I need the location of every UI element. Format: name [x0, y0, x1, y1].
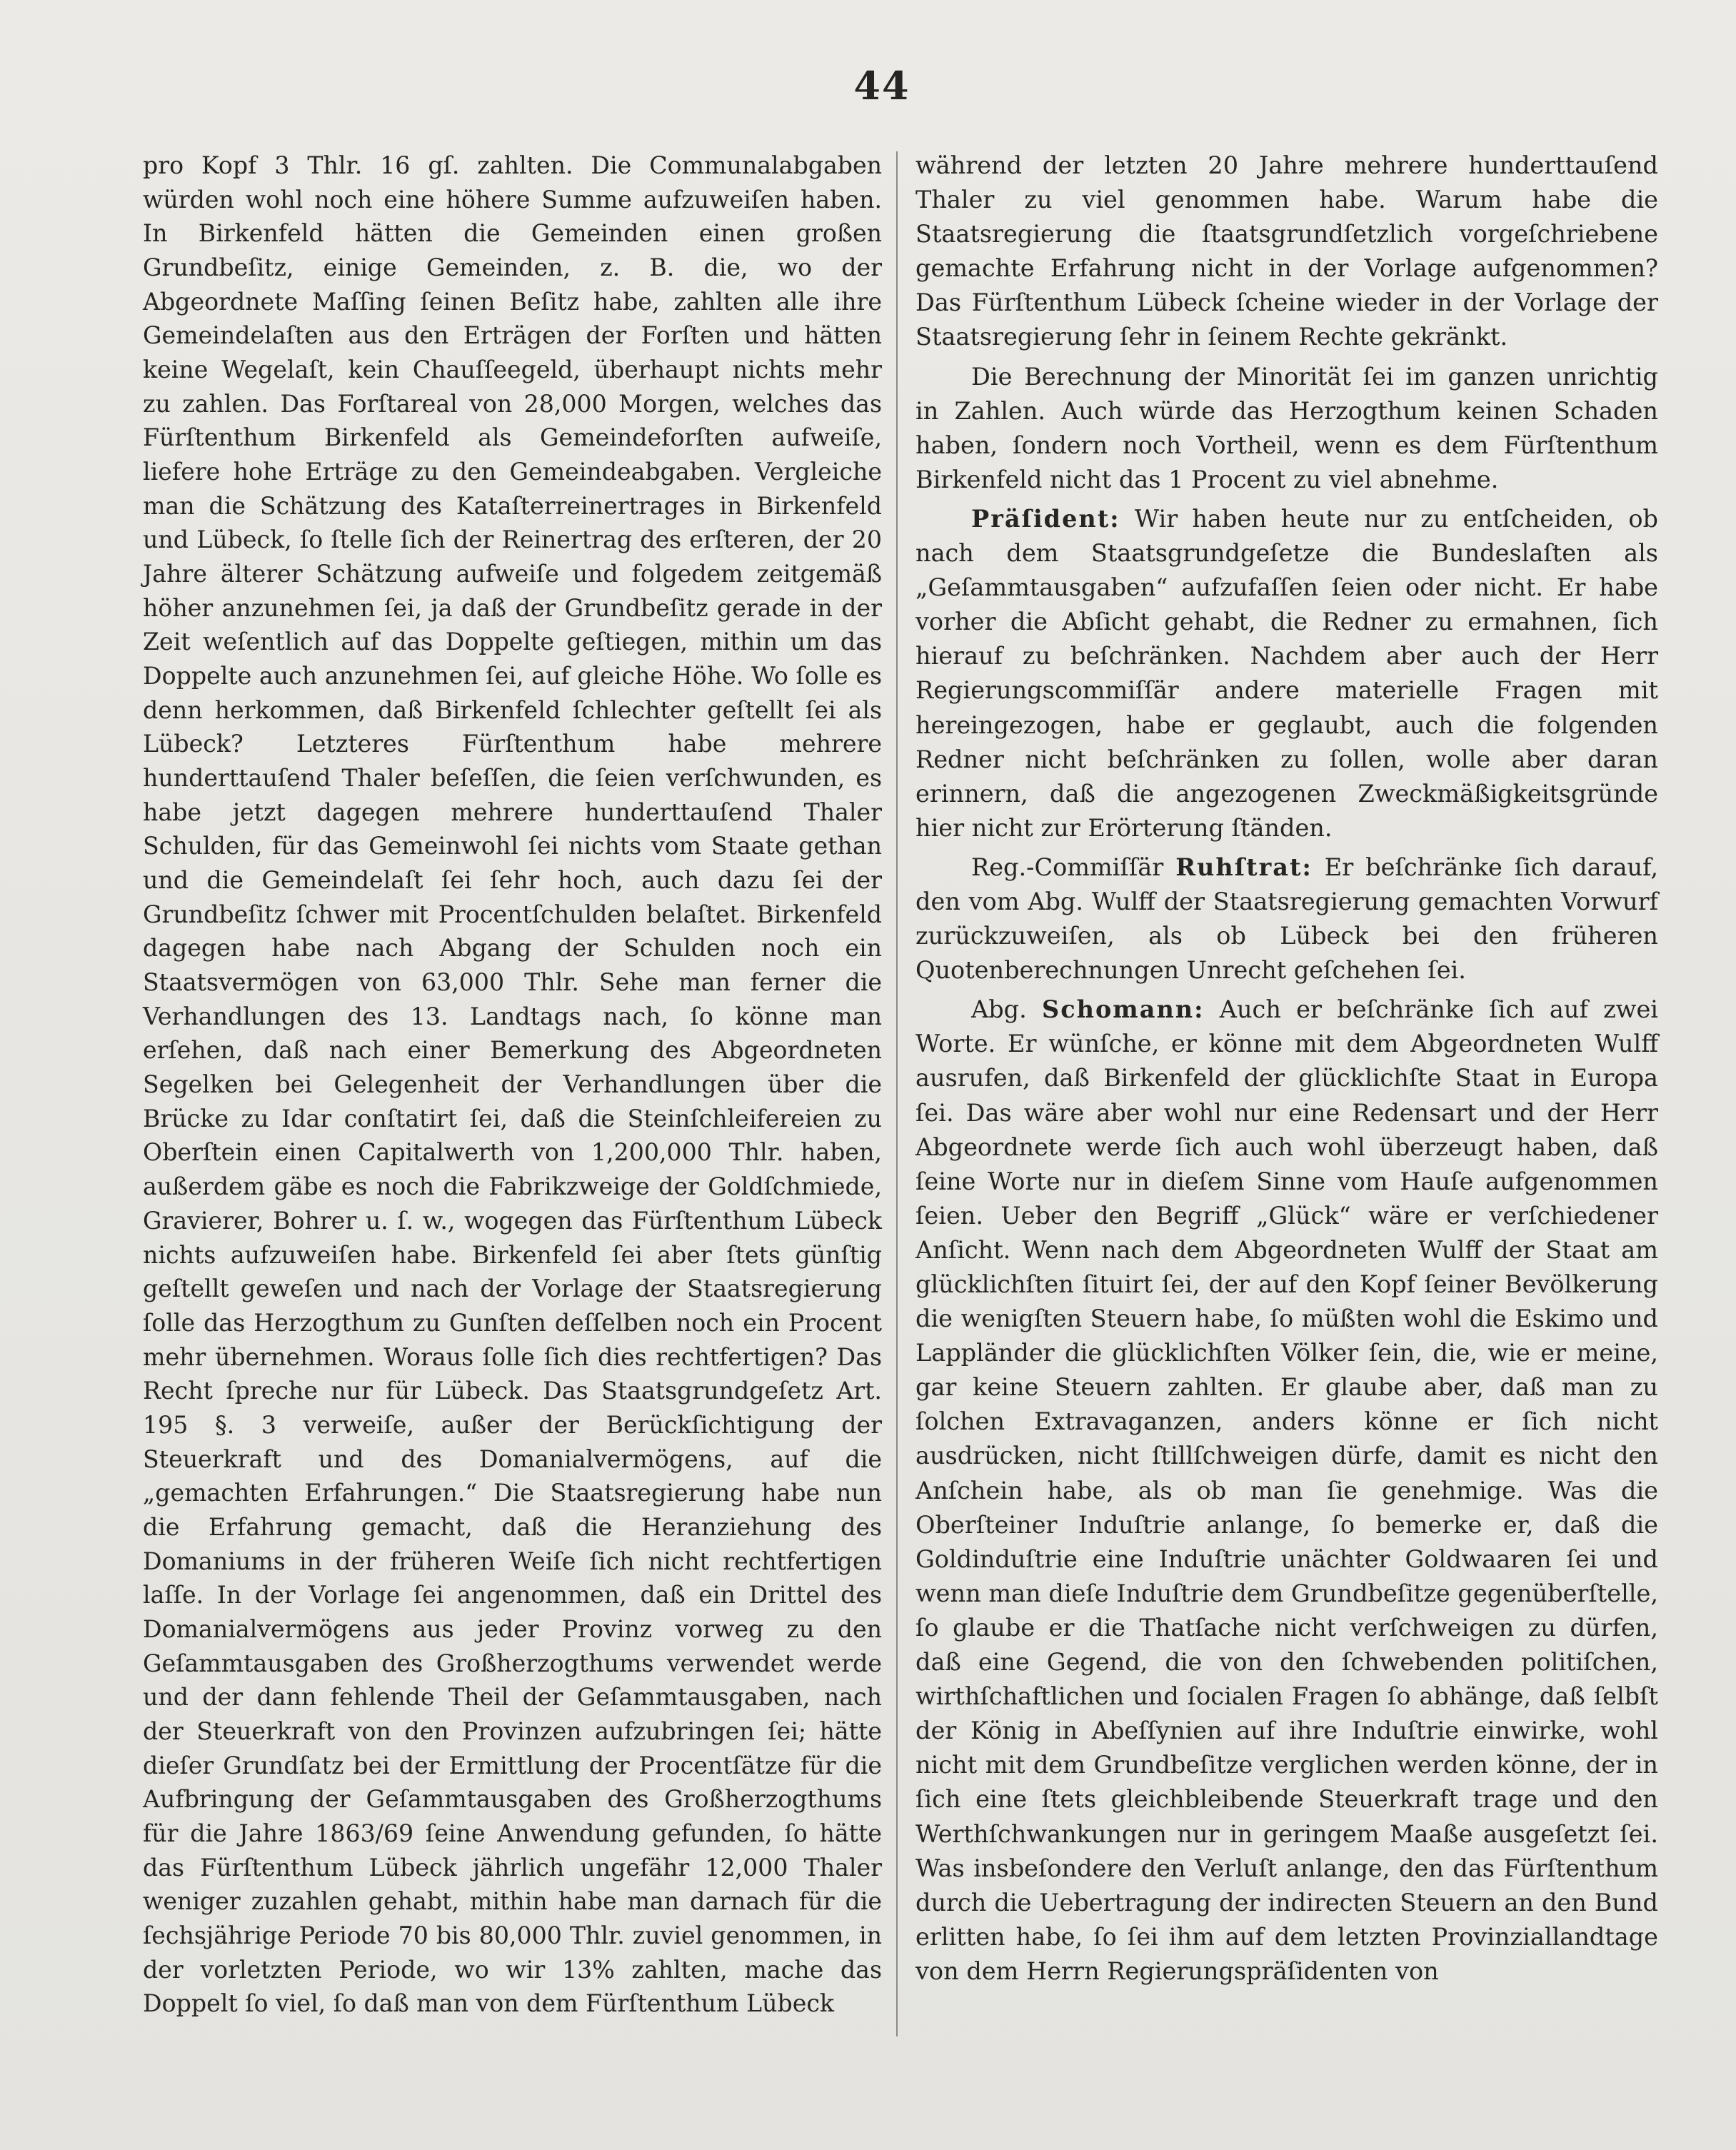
- speech-text: Wir haben heute nur zu entſcheiden, ob nach dem Staatsgrundgeſetze die Bundeslaſten als „Geſammtausgaben“ aufzufaſſen ſeien oder nicht. Er habe vorher die Abſicht gehabt, die Redner zu ermahnen, ſich hierauf zu beſchränken. Nachdem aber auch der Herr Regierungscommiſſär andere materielle Fragen mit hereingezogen, habe er geglaubt, auch die folgenden Redner nicht beſchränken zu ſollen, wolle aber daran erinnern, daß die angezogenen Zweckmäßigkeitsgründe hier nicht zur Erörterung ſtänden.: [915, 504, 1658, 842]
- right-paragraph-1: während der letzten 20 Jahre mehrere hunderttauſend Thaler zu viel genommen habe. Warum habe die Staatsregierung die ſtaatsgrundſetzlich vorgeſchriebene gemachte Erfahrung nicht in der Vorlage aufgenommen? Das Fürſtenthum Lübeck ſcheine wieder in der Vorlage der Staatsregierung ſehr in ſeinem Rechte gekränkt.: [915, 151, 1658, 351]
- page-number: 44: [853, 63, 910, 109]
- speaker-name-praesident: Präſident:: [971, 504, 1120, 533]
- left-paragraph-1: pro Kopf 3 Thlr. 16 gſ. zahlten. Die Communalabgaben würden wohl noch eine höhere Summe aufzuweiſen haben. In Birkenfeld hätten die Gemeinden einen großen Grundbeſitz, einige Gemeinden, z. B. die, wo der Abgeordnete Maſſing ſeinen Beſitz habe, zahlten alle ihre Gemeindelaſten aus den Erträgen der Forſten und hätten keine Wegelaſt, kein Chauſſeegeld, überhaupt nichts mehr zu zahlen. Das Forſtareal von 28,000 Morgen, welches das Fürſtenthum Birkenfeld als Gemeindeforſten aufweiſe, liefere hohe Erträge zu den Gemeindeabgaben. Vergleiche man die Schätzung des Kataſterreinertrages in Birkenfeld und Lübeck, ſo ſtelle ſich der Reinertrag des erſteren, der 20 Jahre älterer Schätzung aufweiſe und folgedem zeitgemäß höher anzunehmen ſei, ja daß der Grundbeſitz gerade in der Zeit weſentlich auf das Doppelte geſtiegen, mithin um das Doppelte auch anzunehmen ſei, auf gleiche Höhe. Wo ſolle es denn herkommen, daß Birkenfeld ſchlechter geſtellt ſei als Lübeck? Letzteres Fürſtenthum habe mehrere hunderttauſend Thaler beſeſſen, die ſeien verſchwunden, es habe jetzt dagegen mehrere hunderttauſend Thaler Schulden, für das Gemeinwohl ſei nichts vom Staate gethan und die Gemeindelaſt ſei ſehr hoch, auch dazu ſei der Grundbeſitz ſchwer mit Procentſchulden belaſtet. Birkenfeld dagegen habe nach Abgang der Schulden noch ein Staatsvermögen von 63,000 Thlr. Sehe man ferner die Verhandlungen des 13. Landtags nach, ſo könne man erſehen, daß nach einer Bemerkung des Abgeordneten Segelken bei Gelegenheit der Verhandlungen über die Brücke zu Idar conſtatirt ſei, daß die Steinſchleifereien zu Oberſtein einen Capitalwerth von 1,200,000 Thlr. haben, außerdem gäbe es noch die Fabrikzweige der Goldſchmiede, Gravierer, Bohrer u. ſ. w., wogegen das Fürſtenthum Lübeck nichts aufzuweiſen habe. Birkenfeld ſei aber ſtets günſtig geſtellt geweſen und nach der Vorlage der Staatsregierung ſolle das Herzogthum zu Gunſten deſſelben noch ein Procent mehr übernehmen. Woraus ſolle ſich dies rechtfertigen? Das Recht ſpreche nur für Lübeck. Das Staatsgrundgeſetz Art. 195 §. 3 verweiſe, außer der Berückſichtigung der Steuerkraft und des Domanialvermögens, auf die „gemachten Erfahrungen.“ Die Staatsregierung habe nun die Erfahrung gemacht, daß die Heranziehung des Domaniums in der früheren Weiſe ſich nicht rechtfertigen laſſe. In der Vorlage ſei angenommen, daß ein Drittel des Domanialvermögens aus jeder Provinz vorweg zu den Geſammtausgaben des Großherzogthums verwendet werde und der dann fehlende Theil der Geſammtausgaben, nach der Steuerkraft von den Provinzen aufzubringen ſei; hätte dieſer Grundſatz bei der Ermittlung der Procentſätze für die Aufbringung der Geſammtausgaben des Großherzogthums für die Jahre 1863/69 ſeine Anwendung gefunden, ſo hätte das Fürſtenthum Lübeck jährlich ungefähr 12,000 Thaler weniger zuzahlen gehabt, mithin habe man darnach für die ſechsjährige Periode 70 bis 80,000 Thlr. zuviel genommen, in der vorletzten Periode, wo wir 13% zahlten, mache das Doppelt ſo viel, ſo daß man von dem Fürſtenthum Lübeck: [143, 151, 882, 2018]
- speech-text: Auch er beſchränke ſich auf zwei Worte. Er wünſche, er könne mit dem Abgeordneten Wulff ausrufen, daß Birkenfeld der glücklichſte Staat in Europa ſei. Das wäre aber wohl nur eine Redensart und der Herr Abgeordnete werde ſich auch wohl überzeugt haben, daß ſeine Worte nur in dieſem Sinne vom Hauſe aufgenommen ſeien. Ueber den Begriff „Glück“ wäre er verſchiedener Anſicht. Wenn nach dem Abgeordneten Wulff der Staat am glücklichſten ſituirt ſei, der auf den Kopf ſeiner Bevölkerung die wenigſten Steuern habe, ſo müßten wohl die Eskimo und Lappländer die glücklichſten Völker ſein, die, wie er meine, gar keine Steuern zahlten. Er glaube aber, daß man zu ſolchen Extravaganzen, anders könne er ſich nicht ausdrücken, nicht ſtillſchweigen dürfe, damit es nicht den Anſchein habe, als ob man ſie genehmige. Was die Oberſteiner Induſtrie anlange, ſo bemerke er, daß die Goldinduſtrie eine Induſtrie unächter Goldwaaren ſei und wenn man dieſe Induſtrie dem Grundbeſitze gegenüberſtelle, ſo glaube er die Thatſache nicht verſchweigen zu dürfen, daß eine Gegend, die von den ſchwebenden politiſchen, wirthſchaftlichen und ſocialen Fragen ſo abhänge, daß ſelbſt der König in Abeſſynien auf ihre Induſtrie einwirke, wohl nicht mit dem Grundbeſitze verglichen werden könne, der in ſich eine ſtets gleichbleibende Steuerkraft trage und den Werthſchwankungen nur in geringem Maaße ausgeſetzt ſei. Was insbeſondere den Verluſt anlange, den das Fürſtenthum durch die Uebertragung der indirecten Steuern an den Bund erlitten habe, ſo ſei ihm auf dem letzten Provinziallandtage von dem Herrn Regierungspräſidenten von: [915, 995, 1658, 1985]
- speech-schomann: [915, 993, 1658, 1989]
- speech-ruhstrat: [915, 850, 1658, 988]
- speaker-name-ruhstrat: Ruhſtrat:: [1175, 853, 1313, 881]
- right-column: [915, 149, 1658, 1994]
- speaker-name-schomann: Schomann:: [1042, 995, 1205, 1024]
- speech-text: Er beſchränke ſich darauf, den vom Abg. Wulff der Staatsregierung gemachten Vorwurf zurückzuweiſen, als ob Lübeck bei den früheren Quotenberechnungen Unrecht geſchehen ſei.: [915, 853, 1658, 985]
- speech-praesident: [915, 502, 1658, 845]
- column-divider: [896, 151, 898, 2036]
- speech-prefix: Abg.: [971, 995, 1042, 1024]
- left-column: [143, 149, 882, 2026]
- speech-prefix: Reg.-Commiſſär: [971, 853, 1176, 881]
- right-paragraph-2: Die Berechnung der Minorität ſei im ganzen unrichtig in Zahlen. Auch würde das Herzogthum keinen Schaden haben, ſondern noch Vortheil, wenn es dem Fürſtenthum Birkenfeld nicht das 1 Procent zu viel abnehme.: [915, 362, 1658, 493]
